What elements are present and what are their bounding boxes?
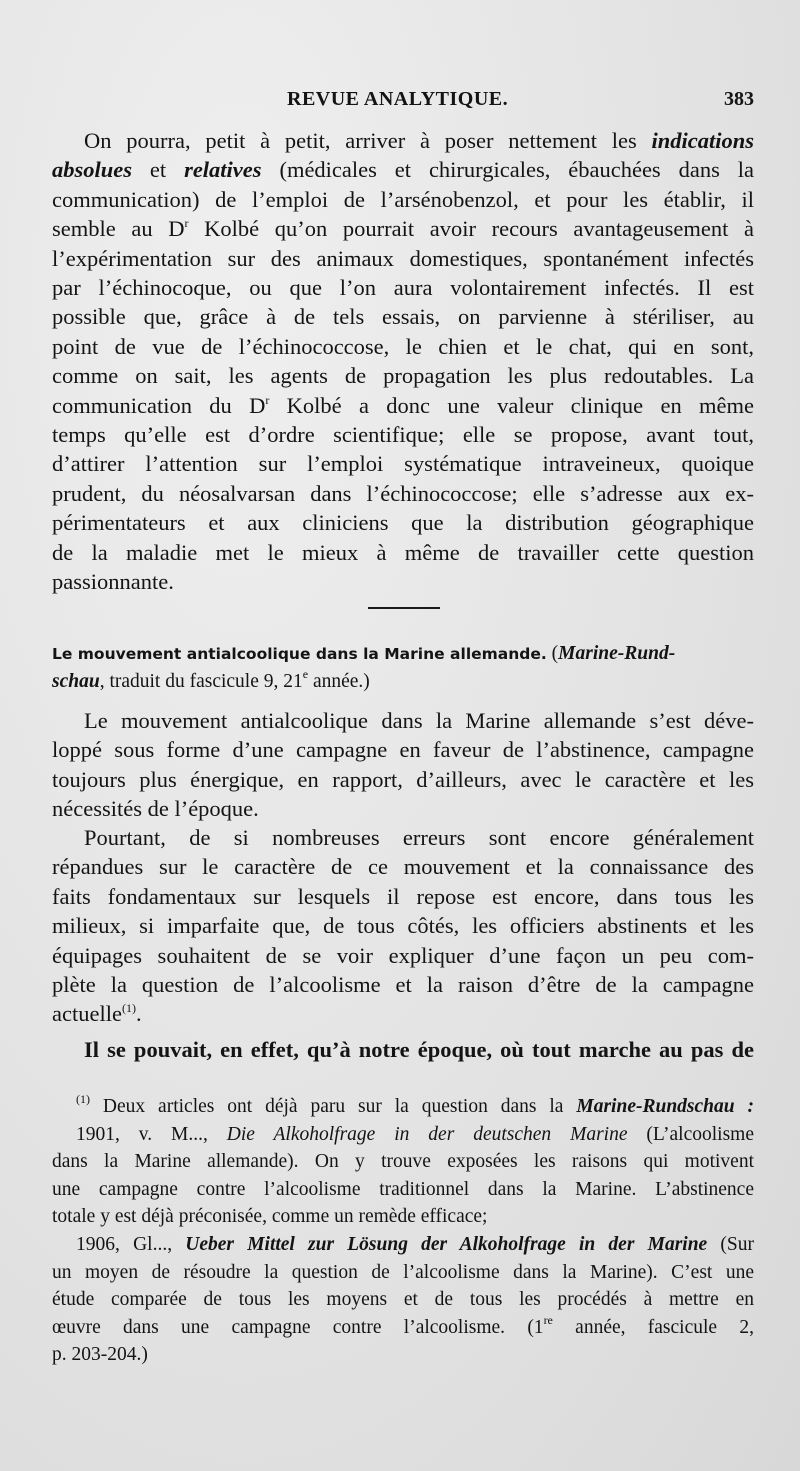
text-line: toujours plus énergique, en rapport, d’ailleurs, avec le caractère et les: [52, 766, 754, 792]
text-line: temps qu’elle est d’ordre scientifique; elle se propose, avant tout,: [52, 422, 754, 448]
running-title: REVUE ANALYTIQUE.: [287, 88, 509, 110]
text-line: loppé sous forme d’une campagne en faveur de l’abstinence, campagne: [52, 737, 754, 763]
footnote-marker: (1): [76, 1092, 90, 1106]
footnote-line: une campagne contre l’alcoolisme traditionnel dans la Marine. L’abstinence: [52, 1178, 754, 1200]
text-line: On pourra, petit à petit, arriver à poser nettement les indications: [84, 128, 754, 153]
footnote-line: dans la Marine allemande). On y trouve exposées les raisons qui motivent: [52, 1151, 754, 1173]
text-line: possible que, grâce à de tels essais, on parvienne à stériliser, au: [52, 304, 754, 330]
text-line: comme on sait, les agents de propagation les plus redoutables. La: [52, 363, 754, 389]
text-line: prudent, du néosalvarsan dans l’échinococcose; elle s’adresse aux ex-: [52, 480, 754, 506]
text-line: absolues et relatives (médicales et chirurgicales, ébauchées dans la: [52, 157, 754, 183]
text-line: semble au $D^r$ Kolbé qu’on pourrait avoir recours avantageusement à: [52, 216, 754, 242]
page-number: 383: [724, 88, 754, 110]
footnote-line: 1901, v. M..., Die Alkoholfrage in der deutschen Marine (L’alcoolisme: [76, 1123, 754, 1145]
text-line: nécessités de l’époque.: [52, 796, 259, 822]
text-line: communication du $D^r$ Kolbé a donc une valeur clinique en même: [52, 392, 754, 418]
footnote-line: totale y est déjà préconisée, comme un remède efficace;: [52, 1206, 488, 1228]
text-line: périmentateurs et aux cliniciens que la distribution géographique: [52, 510, 754, 536]
text-line: Le mouvement antialcoolique dans la Marine allemande s’est déve-: [84, 708, 754, 733]
footnote-line: p. 203-204.): [52, 1344, 148, 1366]
text-line: équipages souhaitent de se voir expliquer d’une façon un peu com-: [52, 942, 754, 968]
text-line: point de vue de l’échinococcose, le chien et le chat, qui en sont,: [52, 333, 754, 359]
text-line: répandues sur le caractère de ce mouvement et la connaissance des: [52, 854, 754, 880]
text-line: Pourtant, de si nombreuses erreurs sont encore généralement: [84, 825, 754, 850]
text-line: de la maladie met le mieux à même de travailler cette question: [52, 539, 754, 565]
section-divider: [368, 607, 440, 609]
text-line: passionnante.: [52, 569, 174, 595]
text-line: d’attirer l’attention sur l’emploi systématique intraveineux, quoique: [52, 451, 754, 477]
footnote-line: un moyen de résoudre la question de l’alcoolisme dans la Marine). C’est une: [52, 1261, 754, 1283]
page-header: [52, 88, 754, 118]
entry-title: Le mouvement antialcoolique dans la Marine allemande.: [52, 645, 547, 663]
text-line: milieux, si imparfaite que, de tous côtés, les officiers abstinents et les: [52, 913, 754, 939]
text-line: plète la question de l’alcoolisme et la raison d’être de la campagne: [52, 972, 754, 998]
text-line: faits fondamentaux sur lesquels il repose est encore, dans tous les: [52, 883, 754, 909]
footnote: [52, 1093, 754, 1369]
paragraph-arsenobenzol: [52, 126, 754, 597]
footnote-line: étude comparée de tous les moyens et de tous les procédés à mettre en: [52, 1289, 754, 1311]
review-entry-heading: Le mouvement antialcoolique dans la Marine allemande. (Marine-Rund- schau, traduit du fascicule 9, 21e année.): [52, 643, 676, 692]
footnote-line: 1906, Gl..., Ueber Mittel zur Lösung der Alkoholfrage in der Marine (Sur: [76, 1233, 754, 1255]
footnote-line: $^{(1)}$ Deux articles ont déjà paru sur la question dans la Marine-Rundschau :: [76, 1092, 754, 1117]
paragraph-movement: [52, 706, 754, 824]
text-line: par l’échinocoque, ou que l’on aura volontairement infectés. Il est: [52, 275, 754, 301]
paragraph-epoch: [52, 1035, 754, 1064]
footnote-line: œuvre dans une campagne contre l’alcoolisme. (1re année, fascicule 2,: [52, 1312, 754, 1338]
paragraph-errors: [52, 823, 754, 1029]
text-line: actuelle$^{(1)}$.: [52, 1001, 142, 1027]
text-line: communication) de l’emploi de l’arsénobenzol, et pour les établir, il: [52, 186, 754, 212]
text-line: Il se pouvait, en effet, qu’à notre époque, où tout marche au pas de: [84, 1037, 754, 1062]
text-line: l’expérimentation sur des animaux domestiques, spontanément infectés: [52, 245, 754, 271]
